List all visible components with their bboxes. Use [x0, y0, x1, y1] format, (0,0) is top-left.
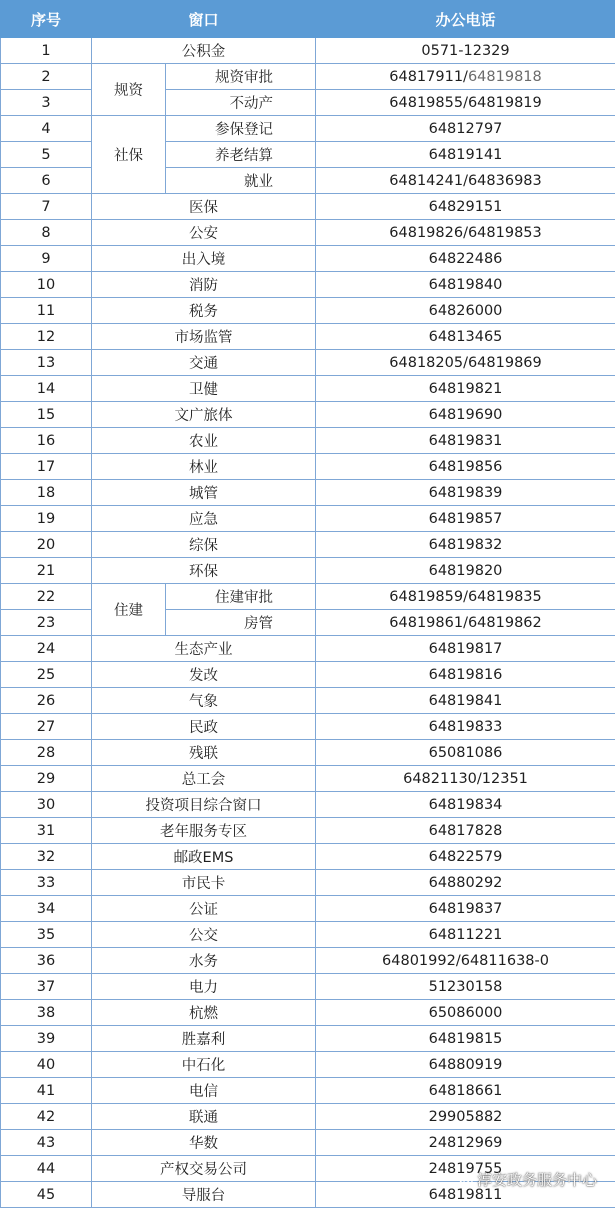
row-window: 就业	[166, 168, 316, 194]
row-phone-part: 64817911/	[389, 68, 468, 85]
row-num: 42	[1, 1104, 92, 1130]
row-window: 养老结算	[166, 142, 316, 168]
row-window: 中石化	[92, 1052, 316, 1078]
row-phone: 64822486	[316, 246, 615, 272]
row-window: 杭燃	[92, 1000, 316, 1026]
row-num: 2	[1, 64, 92, 90]
row-window: 民政	[92, 714, 316, 740]
row-num: 7	[1, 194, 92, 220]
row-group: 规资	[92, 64, 166, 116]
row-phone: 64819833	[316, 714, 615, 740]
row-phone: 64880919	[316, 1052, 615, 1078]
row-num: 36	[1, 948, 92, 974]
row-phone: 64819832	[316, 532, 615, 558]
table-row	[1, 38, 615, 64]
row-num: 10	[1, 272, 92, 298]
row-window: 农业	[92, 428, 316, 454]
row-num: 23	[1, 610, 92, 636]
table-row	[1, 766, 615, 792]
table-row	[1, 740, 615, 766]
row-num: 17	[1, 454, 92, 480]
row-phone: 24819755	[316, 1156, 615, 1182]
row-phone: 64829151	[316, 194, 615, 220]
row-num: 1	[1, 38, 92, 64]
row-num: 44	[1, 1156, 92, 1182]
row-window: 发改	[92, 662, 316, 688]
header-num: 序号	[1, 1, 92, 38]
row-phone: 64819831	[316, 428, 615, 454]
row-window: 医保	[92, 194, 316, 220]
row-num: 5	[1, 142, 92, 168]
row-phone: 64819816	[316, 662, 615, 688]
row-num: 38	[1, 1000, 92, 1026]
row-num: 45	[1, 1182, 92, 1208]
row-window: 胜嘉利	[92, 1026, 316, 1052]
table-row	[1, 324, 615, 350]
row-window: 公交	[92, 922, 316, 948]
row-num: 6	[1, 168, 92, 194]
row-window: 投资项目综合窗口	[92, 792, 316, 818]
row-phone: 65081086	[316, 740, 615, 766]
row-phone: 64801992/64811638-0	[316, 948, 615, 974]
row-num: 35	[1, 922, 92, 948]
row-phone: 64819817	[316, 636, 615, 662]
table-row	[1, 402, 615, 428]
row-phone	[316, 64, 615, 90]
row-window: 交通	[92, 350, 316, 376]
row-phone: 64818205/64819869	[316, 350, 615, 376]
row-window: 市民卡	[92, 870, 316, 896]
row-phone: 0571-12329	[316, 38, 615, 64]
row-num: 30	[1, 792, 92, 818]
table-row	[1, 948, 615, 974]
row-num: 4	[1, 116, 92, 142]
table-row	[1, 506, 615, 532]
row-num: 34	[1, 896, 92, 922]
row-num: 28	[1, 740, 92, 766]
row-window: 总工会	[92, 766, 316, 792]
row-window: 残联	[92, 740, 316, 766]
row-phone: 64819821	[316, 376, 615, 402]
row-num: 20	[1, 532, 92, 558]
table-row	[1, 714, 615, 740]
table-row	[1, 844, 615, 870]
row-phone-part: 64819818	[467, 68, 542, 85]
row-num: 3	[1, 90, 92, 116]
row-window: 公安	[92, 220, 316, 246]
row-num: 33	[1, 870, 92, 896]
row-phone: 64811221	[316, 922, 615, 948]
row-num: 11	[1, 298, 92, 324]
row-group: 社保	[92, 116, 166, 194]
row-phone: 64814241/64836983	[316, 168, 615, 194]
row-phone: 64819690	[316, 402, 615, 428]
watermark	[459, 1169, 597, 1190]
row-window: 应急	[92, 506, 316, 532]
table-row	[1, 64, 615, 90]
row-num: 39	[1, 1026, 92, 1052]
header-window: 窗口	[92, 1, 316, 38]
row-phone: 51230158	[316, 974, 615, 1000]
row-num: 41	[1, 1078, 92, 1104]
row-window: 华数	[92, 1130, 316, 1156]
row-window: 环保	[92, 558, 316, 584]
row-phone: 64819826/64819853	[316, 220, 615, 246]
row-window: 卫健	[92, 376, 316, 402]
table-row	[1, 558, 615, 584]
row-num: 27	[1, 714, 92, 740]
row-window: 参保登记	[166, 116, 316, 142]
row-num: 37	[1, 974, 92, 1000]
row-window: 联通	[92, 1104, 316, 1130]
row-num: 22	[1, 584, 92, 610]
header-phone: 办公电话	[316, 1, 615, 38]
wechat-icon	[459, 1173, 473, 1187]
row-window: 房管	[166, 610, 316, 636]
table-row	[1, 896, 615, 922]
row-phone: 64819811	[316, 1182, 615, 1208]
table-row	[1, 818, 615, 844]
row-num: 32	[1, 844, 92, 870]
table-row	[1, 480, 615, 506]
row-window: 税务	[92, 298, 316, 324]
row-window: 综保	[92, 532, 316, 558]
row-phone: 64817828	[316, 818, 615, 844]
table-row	[1, 194, 615, 220]
row-phone: 64812797	[316, 116, 615, 142]
table-row	[1, 792, 615, 818]
row-window: 市场监管	[92, 324, 316, 350]
row-phone: 64819837	[316, 896, 615, 922]
row-phone: 64826000	[316, 298, 615, 324]
row-phone: 64819859/64819835	[316, 584, 615, 610]
row-window: 邮政EMS	[92, 844, 316, 870]
row-window: 生态产业	[92, 636, 316, 662]
row-num: 21	[1, 558, 92, 584]
row-phone: 64819856	[316, 454, 615, 480]
row-num: 15	[1, 402, 92, 428]
row-phone: 64818661	[316, 1078, 615, 1104]
row-num: 43	[1, 1130, 92, 1156]
table-row	[1, 688, 615, 714]
table-row	[1, 1052, 615, 1078]
table-row	[1, 116, 615, 142]
table-row	[1, 870, 615, 896]
row-phone: 64819815	[316, 1026, 615, 1052]
row-phone: 65086000	[316, 1000, 615, 1026]
table-row	[1, 272, 615, 298]
table-row	[1, 246, 615, 272]
watermark-text: 淳安政务服务中心	[476, 1171, 597, 1189]
row-window: 住建审批	[166, 584, 316, 610]
row-window: 文广旅体	[92, 402, 316, 428]
row-phone: 64819855/64819819	[316, 90, 615, 116]
table-row	[1, 1026, 615, 1052]
row-window: 规资审批	[166, 64, 316, 90]
row-window: 林业	[92, 454, 316, 480]
row-num: 29	[1, 766, 92, 792]
row-phone: 64813465	[316, 324, 615, 350]
table-header-row	[1, 1, 615, 38]
row-num: 24	[1, 636, 92, 662]
table-row	[1, 636, 615, 662]
row-window: 老年服务专区	[92, 818, 316, 844]
row-num: 18	[1, 480, 92, 506]
row-phone: 64880292	[316, 870, 615, 896]
row-window: 消防	[92, 272, 316, 298]
row-num: 25	[1, 662, 92, 688]
row-phone: 64819857	[316, 506, 615, 532]
row-window: 公积金	[92, 38, 316, 64]
row-window: 电信	[92, 1078, 316, 1104]
table-row	[1, 1130, 615, 1156]
row-window: 出入境	[92, 246, 316, 272]
row-phone: 64822579	[316, 844, 615, 870]
row-phone: 64819820	[316, 558, 615, 584]
row-group: 住建	[92, 584, 166, 636]
table-row	[1, 922, 615, 948]
row-window: 气象	[92, 688, 316, 714]
table-row	[1, 376, 615, 402]
row-num: 40	[1, 1052, 92, 1078]
row-num: 12	[1, 324, 92, 350]
row-phone: 64819141	[316, 142, 615, 168]
row-phone: 64821130/12351	[316, 766, 615, 792]
row-num: 13	[1, 350, 92, 376]
row-num: 8	[1, 220, 92, 246]
table-row	[1, 350, 615, 376]
table-row	[1, 532, 615, 558]
row-num: 16	[1, 428, 92, 454]
table-row	[1, 1078, 615, 1104]
row-phone: 64819834	[316, 792, 615, 818]
table-row	[1, 584, 615, 610]
row-phone: 64819839	[316, 480, 615, 506]
row-phone: 29905882	[316, 1104, 615, 1130]
row-num: 14	[1, 376, 92, 402]
row-phone: 64819841	[316, 688, 615, 714]
row-window: 电力	[92, 974, 316, 1000]
row-num: 9	[1, 246, 92, 272]
row-num: 19	[1, 506, 92, 532]
row-num: 26	[1, 688, 92, 714]
table-row	[1, 428, 615, 454]
table-row	[1, 298, 615, 324]
row-phone: 64819840	[316, 272, 615, 298]
table-row	[1, 1000, 615, 1026]
row-window: 城管	[92, 480, 316, 506]
table-row	[1, 974, 615, 1000]
row-num: 31	[1, 818, 92, 844]
table-row	[1, 662, 615, 688]
row-phone: 24812969	[316, 1130, 615, 1156]
table-row	[1, 220, 615, 246]
row-phone: 64819861/64819862	[316, 610, 615, 636]
table-row	[1, 1104, 615, 1130]
row-window: 产权交易公司	[92, 1156, 316, 1182]
table-row	[1, 454, 615, 480]
row-window: 导服台	[92, 1182, 316, 1208]
row-window: 公证	[92, 896, 316, 922]
row-window: 水务	[92, 948, 316, 974]
row-window: 不动产	[166, 90, 316, 116]
